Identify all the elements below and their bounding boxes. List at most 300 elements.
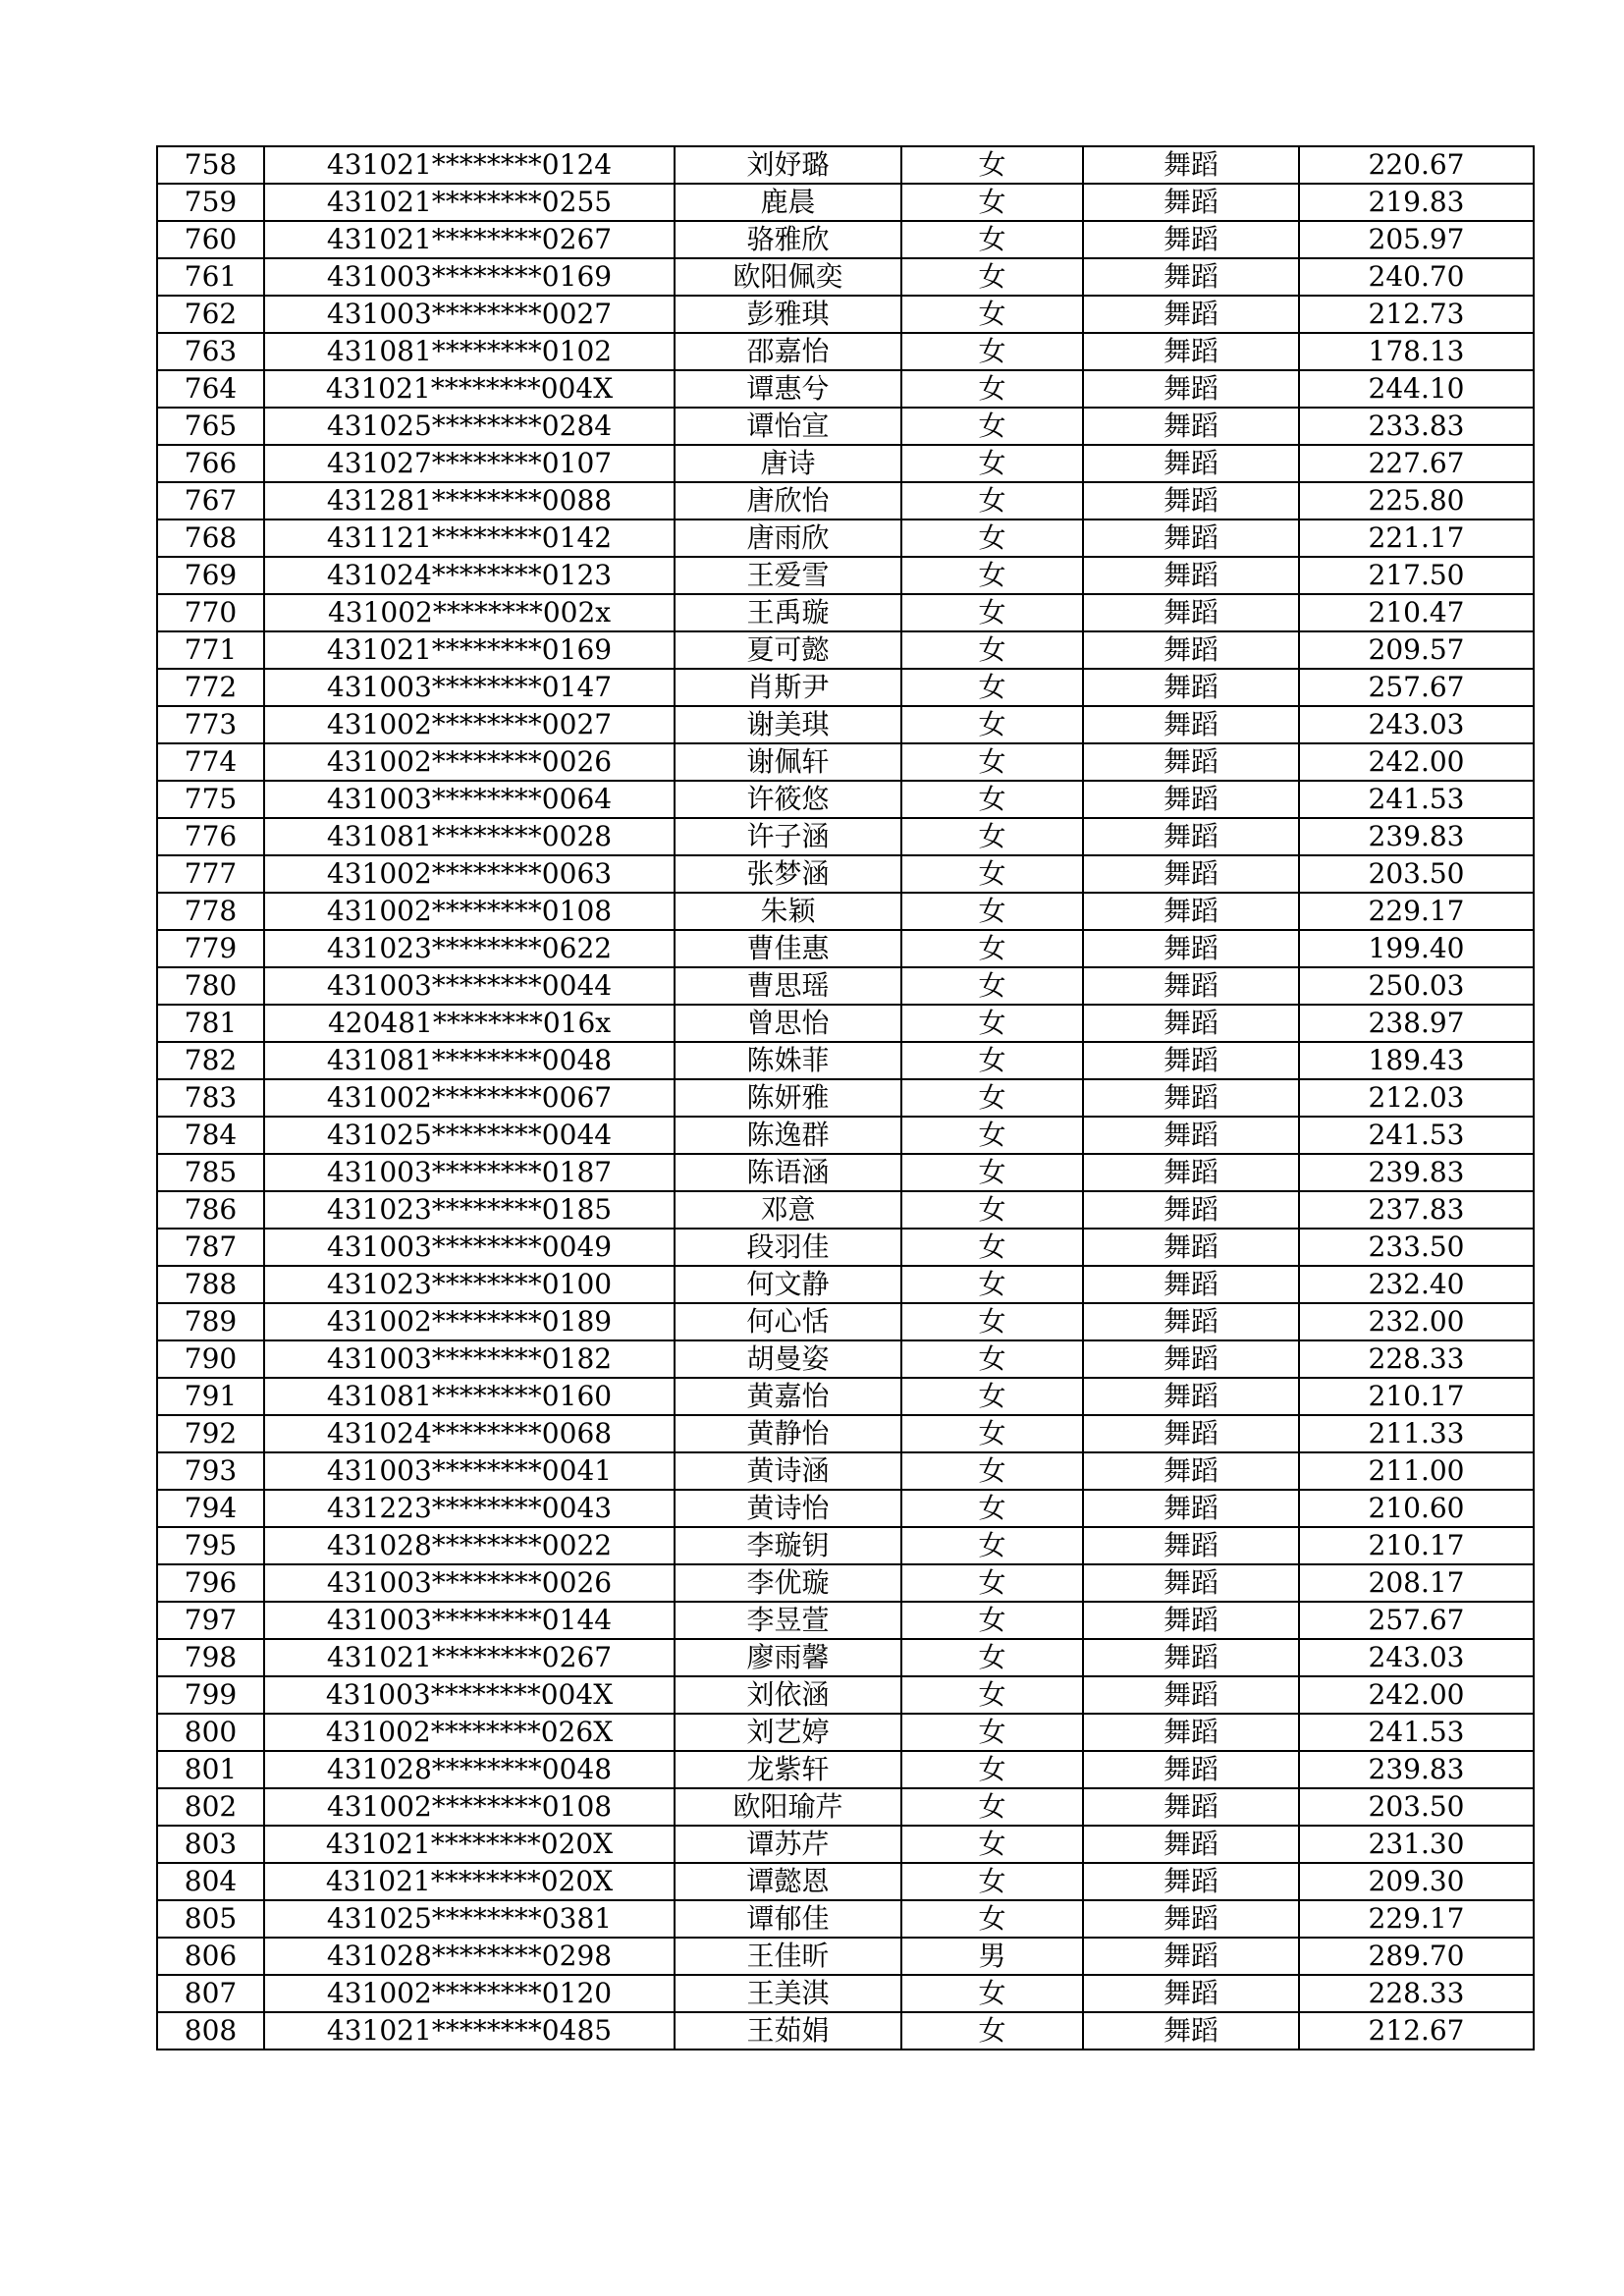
cell-score: 227.67 — [1299, 445, 1534, 482]
cell-name: 王禹璇 — [675, 594, 901, 631]
cell-id-number: 431002********0120 — [264, 1975, 675, 2012]
cell-name: 陈妍雅 — [675, 1079, 901, 1117]
cell-number: 769 — [157, 557, 264, 594]
cell-id-number: 431023********0100 — [264, 1266, 675, 1303]
cell-name: 鹿晨 — [675, 184, 901, 221]
cell-gender: 女 — [901, 1042, 1083, 1079]
cell-score: 212.03 — [1299, 1079, 1534, 1117]
cell-number: 806 — [157, 1938, 264, 1975]
cell-score: 239.83 — [1299, 1154, 1534, 1191]
cell-gender: 女 — [901, 482, 1083, 519]
cell-number: 785 — [157, 1154, 264, 1191]
cell-gender: 女 — [901, 855, 1083, 893]
cell-category: 舞蹈 — [1083, 1266, 1299, 1303]
cell-id-number: 431021********0124 — [264, 146, 675, 184]
cell-gender: 女 — [901, 1751, 1083, 1788]
cell-name: 陈姝菲 — [675, 1042, 901, 1079]
cell-score: 257.67 — [1299, 669, 1534, 706]
cell-score: 237.83 — [1299, 1191, 1534, 1229]
cell-id-number: 431003********0187 — [264, 1154, 675, 1191]
cell-score: 217.50 — [1299, 557, 1534, 594]
cell-name: 唐欣怡 — [675, 482, 901, 519]
cell-score: 229.17 — [1299, 893, 1534, 930]
cell-category: 舞蹈 — [1083, 1154, 1299, 1191]
cell-category: 舞蹈 — [1083, 1527, 1299, 1564]
cell-name: 邵嘉怡 — [675, 333, 901, 370]
cell-number: 781 — [157, 1005, 264, 1042]
cell-score: 243.03 — [1299, 706, 1534, 743]
cell-score: 241.53 — [1299, 1117, 1534, 1154]
cell-number: 765 — [157, 408, 264, 445]
cell-score: 211.33 — [1299, 1415, 1534, 1452]
cell-gender: 女 — [901, 370, 1083, 408]
cell-id-number: 431003********0169 — [264, 258, 675, 296]
cell-name: 夏可懿 — [675, 631, 901, 669]
cell-number: 803 — [157, 1826, 264, 1863]
cell-id-number: 431002********0067 — [264, 1079, 675, 1117]
cell-number: 771 — [157, 631, 264, 669]
table-row — [157, 930, 1534, 967]
cell-category: 舞蹈 — [1083, 146, 1299, 184]
cell-name: 曹佳惠 — [675, 930, 901, 967]
cell-name: 唐诗 — [675, 445, 901, 482]
table-row — [157, 1826, 1534, 1863]
cell-category: 舞蹈 — [1083, 1079, 1299, 1117]
table-row — [157, 1900, 1534, 1938]
cell-name: 陈逸群 — [675, 1117, 901, 1154]
cell-score: 205.97 — [1299, 221, 1534, 258]
cell-number: 780 — [157, 967, 264, 1005]
cell-id-number: 431081********0048 — [264, 1042, 675, 1079]
cell-score: 203.50 — [1299, 855, 1534, 893]
cell-category: 舞蹈 — [1083, 258, 1299, 296]
table-row — [157, 557, 1534, 594]
cell-score: 233.83 — [1299, 408, 1534, 445]
cell-gender: 女 — [901, 445, 1083, 482]
cell-category: 舞蹈 — [1083, 1117, 1299, 1154]
table-row — [157, 594, 1534, 631]
cell-number: 802 — [157, 1788, 264, 1826]
cell-score: 212.67 — [1299, 2012, 1534, 2050]
cell-number: 788 — [157, 1266, 264, 1303]
cell-score: 240.70 — [1299, 258, 1534, 296]
cell-name: 曹思瑶 — [675, 967, 901, 1005]
cell-gender: 女 — [901, 333, 1083, 370]
cell-score: 241.53 — [1299, 1714, 1534, 1751]
cell-id-number: 431002********002x — [264, 594, 675, 631]
cell-gender: 女 — [901, 967, 1083, 1005]
cell-name: 王佳昕 — [675, 1938, 901, 1975]
cell-gender: 女 — [901, 669, 1083, 706]
cell-number: 787 — [157, 1229, 264, 1266]
cell-score: 238.97 — [1299, 1005, 1534, 1042]
cell-number: 763 — [157, 333, 264, 370]
cell-category: 舞蹈 — [1083, 1415, 1299, 1452]
cell-number: 779 — [157, 930, 264, 967]
cell-gender: 女 — [901, 146, 1083, 184]
cell-gender: 女 — [901, 519, 1083, 557]
table-row — [157, 706, 1534, 743]
cell-gender: 女 — [901, 1564, 1083, 1602]
cell-number: 767 — [157, 482, 264, 519]
cell-gender: 女 — [901, 743, 1083, 781]
cell-category: 舞蹈 — [1083, 743, 1299, 781]
table-row — [157, 1042, 1534, 1079]
cell-number: 764 — [157, 370, 264, 408]
cell-gender: 男 — [901, 1938, 1083, 1975]
table-row — [157, 445, 1534, 482]
cell-id-number: 431003********004X — [264, 1676, 675, 1714]
cell-score: 257.67 — [1299, 1602, 1534, 1639]
cell-name: 谭郁佳 — [675, 1900, 901, 1938]
cell-score: 212.73 — [1299, 296, 1534, 333]
cell-name: 谢美琪 — [675, 706, 901, 743]
cell-number: 794 — [157, 1490, 264, 1527]
table-row — [157, 1340, 1534, 1378]
cell-name: 李昱萱 — [675, 1602, 901, 1639]
cell-name: 唐雨欣 — [675, 519, 901, 557]
cell-id-number: 431081********0160 — [264, 1378, 675, 1415]
table-row — [157, 1490, 1534, 1527]
cell-name: 谭懿恩 — [675, 1863, 901, 1900]
cell-id-number: 431003********0041 — [264, 1452, 675, 1490]
cell-category: 舞蹈 — [1083, 1676, 1299, 1714]
table-row — [157, 1079, 1534, 1117]
cell-name: 刘依涵 — [675, 1676, 901, 1714]
cell-id-number: 431023********0185 — [264, 1191, 675, 1229]
cell-gender: 女 — [901, 1900, 1083, 1938]
cell-number: 770 — [157, 594, 264, 631]
cell-name: 刘艺婷 — [675, 1714, 901, 1751]
table-row — [157, 1863, 1534, 1900]
cell-id-number: 420481********016x — [264, 1005, 675, 1042]
cell-gender: 女 — [901, 1527, 1083, 1564]
cell-gender: 女 — [901, 781, 1083, 818]
cell-id-number: 431002********0108 — [264, 893, 675, 930]
cell-category: 舞蹈 — [1083, 1788, 1299, 1826]
cell-category: 舞蹈 — [1083, 1863, 1299, 1900]
cell-category: 舞蹈 — [1083, 1639, 1299, 1676]
cell-name: 李璇钥 — [675, 1527, 901, 1564]
cell-gender: 女 — [901, 1788, 1083, 1826]
cell-id-number: 431023********0622 — [264, 930, 675, 967]
cell-name: 谭惠兮 — [675, 370, 901, 408]
cell-gender: 女 — [901, 1191, 1083, 1229]
cell-category: 舞蹈 — [1083, 1975, 1299, 2012]
cell-score: 228.33 — [1299, 1975, 1534, 2012]
cell-number: 776 — [157, 818, 264, 855]
cell-gender: 女 — [901, 1005, 1083, 1042]
cell-name: 龙紫轩 — [675, 1751, 901, 1788]
cell-gender: 女 — [901, 1452, 1083, 1490]
cell-number: 791 — [157, 1378, 264, 1415]
cell-category: 舞蹈 — [1083, 781, 1299, 818]
cell-name: 胡曼姿 — [675, 1340, 901, 1378]
cell-id-number: 431021********0267 — [264, 1639, 675, 1676]
cell-id-number: 431027********0107 — [264, 445, 675, 482]
cell-score: 221.17 — [1299, 519, 1534, 557]
results-table — [156, 145, 1535, 2050]
cell-name: 陈语涵 — [675, 1154, 901, 1191]
cell-score: 219.83 — [1299, 184, 1534, 221]
cell-score: 220.67 — [1299, 146, 1534, 184]
cell-gender: 女 — [901, 1826, 1083, 1863]
cell-gender: 女 — [901, 1340, 1083, 1378]
table-row — [157, 1751, 1534, 1788]
cell-id-number: 431081********0028 — [264, 818, 675, 855]
cell-category: 舞蹈 — [1083, 1938, 1299, 1975]
cell-name: 骆雅欣 — [675, 221, 901, 258]
cell-id-number: 431003********0044 — [264, 967, 675, 1005]
cell-gender: 女 — [901, 594, 1083, 631]
cell-id-number: 431003********0027 — [264, 296, 675, 333]
cell-name: 刘妤璐 — [675, 146, 901, 184]
cell-score: 250.03 — [1299, 967, 1534, 1005]
cell-name: 段羽佳 — [675, 1229, 901, 1266]
cell-number: 759 — [157, 184, 264, 221]
cell-id-number: 431002********0189 — [264, 1303, 675, 1340]
table-row — [157, 1452, 1534, 1490]
cell-number: 777 — [157, 855, 264, 893]
cell-category: 舞蹈 — [1083, 482, 1299, 519]
results-table-body — [157, 146, 1534, 2050]
cell-name: 邓意 — [675, 1191, 901, 1229]
cell-gender: 女 — [901, 1975, 1083, 2012]
table-row — [157, 631, 1534, 669]
cell-name: 李优璇 — [675, 1564, 901, 1602]
cell-number: 772 — [157, 669, 264, 706]
cell-category: 舞蹈 — [1083, 1900, 1299, 1938]
cell-id-number: 431003********0147 — [264, 669, 675, 706]
cell-number: 793 — [157, 1452, 264, 1490]
cell-number: 789 — [157, 1303, 264, 1340]
cell-name: 王茹娟 — [675, 2012, 901, 2050]
table-row — [157, 1266, 1534, 1303]
cell-id-number: 431223********0043 — [264, 1490, 675, 1527]
cell-gender: 女 — [901, 1229, 1083, 1266]
cell-category: 舞蹈 — [1083, 370, 1299, 408]
cell-id-number: 431025********0044 — [264, 1117, 675, 1154]
cell-category: 舞蹈 — [1083, 893, 1299, 930]
cell-score: 203.50 — [1299, 1788, 1534, 1826]
table-row — [157, 1676, 1534, 1714]
cell-number: 796 — [157, 1564, 264, 1602]
table-row — [157, 1938, 1534, 1975]
cell-id-number: 431021********0267 — [264, 221, 675, 258]
cell-score: 242.00 — [1299, 1676, 1534, 1714]
cell-category: 舞蹈 — [1083, 184, 1299, 221]
table-row — [157, 408, 1534, 445]
table-row — [157, 1117, 1534, 1154]
cell-category: 舞蹈 — [1083, 1452, 1299, 1490]
cell-score: 232.00 — [1299, 1303, 1534, 1340]
cell-number: 783 — [157, 1079, 264, 1117]
cell-gender: 女 — [901, 631, 1083, 669]
cell-gender: 女 — [901, 1602, 1083, 1639]
cell-gender: 女 — [901, 221, 1083, 258]
cell-name: 欧阳佩奕 — [675, 258, 901, 296]
cell-category: 舞蹈 — [1083, 1378, 1299, 1415]
cell-category: 舞蹈 — [1083, 1714, 1299, 1751]
cell-score: 178.13 — [1299, 333, 1534, 370]
cell-score: 199.40 — [1299, 930, 1534, 967]
cell-gender: 女 — [901, 2012, 1083, 2050]
cell-category: 舞蹈 — [1083, 967, 1299, 1005]
cell-number: 808 — [157, 2012, 264, 2050]
cell-score: 228.33 — [1299, 1340, 1534, 1378]
cell-number: 778 — [157, 893, 264, 930]
cell-id-number: 431003********0026 — [264, 1564, 675, 1602]
cell-category: 舞蹈 — [1083, 631, 1299, 669]
cell-score: 233.50 — [1299, 1229, 1534, 1266]
cell-gender: 女 — [901, 893, 1083, 930]
cell-gender: 女 — [901, 1378, 1083, 1415]
cell-name: 王爱雪 — [675, 557, 901, 594]
table-row — [157, 370, 1534, 408]
cell-id-number: 431002********0027 — [264, 706, 675, 743]
cell-id-number: 431028********0048 — [264, 1751, 675, 1788]
table-row — [157, 519, 1534, 557]
cell-number: 800 — [157, 1714, 264, 1751]
table-row — [157, 1303, 1534, 1340]
table-row — [157, 818, 1534, 855]
cell-category: 舞蹈 — [1083, 1490, 1299, 1527]
table-row — [157, 1229, 1534, 1266]
cell-number: 805 — [157, 1900, 264, 1938]
cell-name: 廖雨馨 — [675, 1639, 901, 1676]
cell-number: 758 — [157, 146, 264, 184]
cell-score: 243.03 — [1299, 1639, 1534, 1676]
cell-number: 807 — [157, 1975, 264, 2012]
cell-name: 谢佩轩 — [675, 743, 901, 781]
cell-category: 舞蹈 — [1083, 930, 1299, 967]
cell-gender: 女 — [901, 930, 1083, 967]
table-row — [157, 1191, 1534, 1229]
cell-gender: 女 — [901, 1079, 1083, 1117]
cell-id-number: 431021********0255 — [264, 184, 675, 221]
cell-id-number: 431021********020X — [264, 1826, 675, 1863]
cell-name: 黄静怡 — [675, 1415, 901, 1452]
cell-number: 792 — [157, 1415, 264, 1452]
cell-category: 舞蹈 — [1083, 1340, 1299, 1378]
cell-id-number: 431003********0049 — [264, 1229, 675, 1266]
cell-gender: 女 — [901, 1676, 1083, 1714]
cell-number: 775 — [157, 781, 264, 818]
cell-number: 782 — [157, 1042, 264, 1079]
table-row — [157, 855, 1534, 893]
table-row — [157, 1602, 1534, 1639]
cell-category: 舞蹈 — [1083, 408, 1299, 445]
table-row — [157, 2012, 1534, 2050]
cell-name: 许筱悠 — [675, 781, 901, 818]
cell-category: 舞蹈 — [1083, 1191, 1299, 1229]
cell-name: 彭雅琪 — [675, 296, 901, 333]
cell-score: 189.43 — [1299, 1042, 1534, 1079]
cell-category: 舞蹈 — [1083, 706, 1299, 743]
cell-number: 774 — [157, 743, 264, 781]
cell-number: 762 — [157, 296, 264, 333]
cell-name: 黄诗涵 — [675, 1452, 901, 1490]
cell-category: 舞蹈 — [1083, 1826, 1299, 1863]
cell-score: 239.83 — [1299, 818, 1534, 855]
cell-score: 211.00 — [1299, 1452, 1534, 1490]
cell-score: 289.70 — [1299, 1938, 1534, 1975]
cell-number: 804 — [157, 1863, 264, 1900]
cell-name: 何文静 — [675, 1266, 901, 1303]
table-row — [157, 967, 1534, 1005]
cell-score: 210.47 — [1299, 594, 1534, 631]
cell-category: 舞蹈 — [1083, 445, 1299, 482]
cell-number: 801 — [157, 1751, 264, 1788]
cell-gender: 女 — [901, 1415, 1083, 1452]
cell-score: 229.17 — [1299, 1900, 1534, 1938]
cell-category: 舞蹈 — [1083, 1303, 1299, 1340]
cell-id-number: 431003********0064 — [264, 781, 675, 818]
table-row — [157, 333, 1534, 370]
table-row — [157, 743, 1534, 781]
cell-name: 何心恬 — [675, 1303, 901, 1340]
cell-score: 231.30 — [1299, 1826, 1534, 1863]
table-row — [157, 669, 1534, 706]
table-row — [157, 781, 1534, 818]
cell-id-number: 431024********0068 — [264, 1415, 675, 1452]
cell-category: 舞蹈 — [1083, 221, 1299, 258]
cell-score: 210.17 — [1299, 1527, 1534, 1564]
cell-id-number: 431121********0142 — [264, 519, 675, 557]
table-row — [157, 146, 1534, 184]
cell-id-number: 431002********026X — [264, 1714, 675, 1751]
cell-category: 舞蹈 — [1083, 333, 1299, 370]
cell-id-number: 431024********0123 — [264, 557, 675, 594]
cell-id-number: 431081********0102 — [264, 333, 675, 370]
cell-gender: 女 — [901, 258, 1083, 296]
cell-id-number: 431002********0108 — [264, 1788, 675, 1826]
table-row — [157, 1005, 1534, 1042]
cell-category: 舞蹈 — [1083, 557, 1299, 594]
table-row — [157, 184, 1534, 221]
cell-id-number: 431002********0026 — [264, 743, 675, 781]
cell-number: 797 — [157, 1602, 264, 1639]
cell-name: 朱颖 — [675, 893, 901, 930]
cell-id-number: 431025********0284 — [264, 408, 675, 445]
table-row — [157, 1975, 1534, 2012]
cell-id-number: 431002********0063 — [264, 855, 675, 893]
table-row — [157, 1564, 1534, 1602]
cell-score: 210.17 — [1299, 1378, 1534, 1415]
table-row — [157, 1415, 1534, 1452]
cell-score: 225.80 — [1299, 482, 1534, 519]
table-row — [157, 1788, 1534, 1826]
cell-name: 许子涵 — [675, 818, 901, 855]
cell-name: 王美淇 — [675, 1975, 901, 2012]
cell-id-number: 431021********020X — [264, 1863, 675, 1900]
cell-category: 舞蹈 — [1083, 519, 1299, 557]
cell-gender: 女 — [901, 1490, 1083, 1527]
table-row — [157, 296, 1534, 333]
table-row — [157, 1378, 1534, 1415]
cell-category: 舞蹈 — [1083, 855, 1299, 893]
cell-name: 黄诗怡 — [675, 1490, 901, 1527]
cell-gender: 女 — [901, 408, 1083, 445]
cell-name: 黄嘉怡 — [675, 1378, 901, 1415]
cell-category: 舞蹈 — [1083, 1229, 1299, 1266]
cell-category: 舞蹈 — [1083, 1005, 1299, 1042]
cell-id-number: 431021********0485 — [264, 2012, 675, 2050]
cell-number: 760 — [157, 221, 264, 258]
cell-name: 欧阳瑜芹 — [675, 1788, 901, 1826]
cell-gender: 女 — [901, 557, 1083, 594]
cell-name: 张梦涵 — [675, 855, 901, 893]
